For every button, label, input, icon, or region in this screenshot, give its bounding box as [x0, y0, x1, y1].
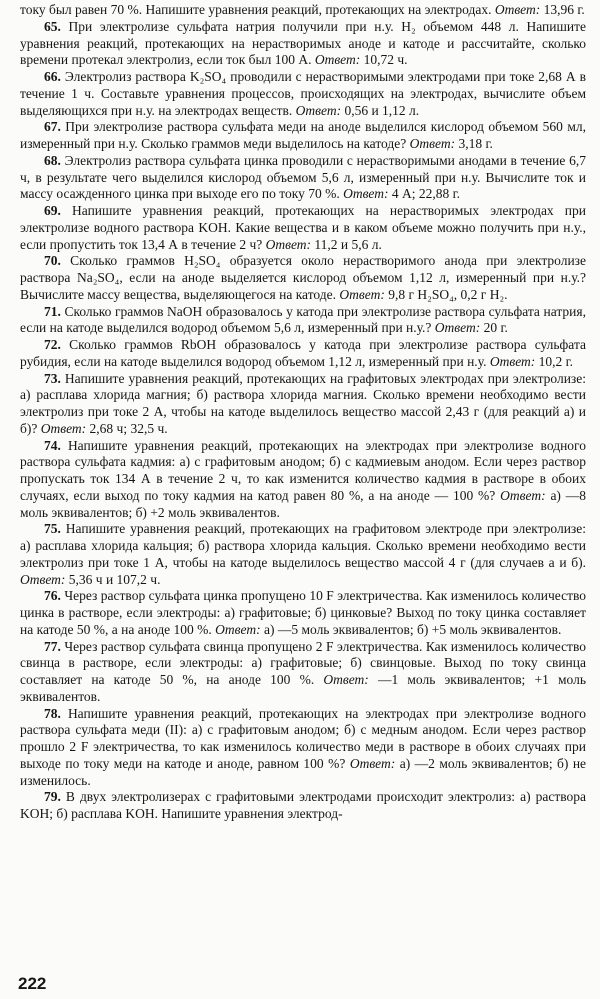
answer-value: 20 г. — [483, 320, 508, 336]
problem-number: 77. — [44, 638, 61, 654]
answer-label: Ответ: — [339, 286, 385, 302]
answer-value: 11,2 и 5,6 л. — [314, 236, 382, 252]
problem-paragraph — [20, 69, 586, 119]
problem-paragraph — [20, 253, 586, 303]
problem-text: Сколько граммов NaOH образовалось у катода при электролизе раствора сульфата натрия, если на катоде выделился водород объемом 5,6 л, измеренный при н.у.? — [20, 303, 586, 336]
problem-paragraph — [20, 19, 586, 69]
problem-paragraph — [20, 2, 586, 19]
answer-value: а) —2 моль эквивалентов; б) не изменилось. — [20, 755, 587, 788]
answer-value: 13,96 г. — [543, 2, 585, 17]
answer-value: 0,56 и 1,12 л. — [344, 102, 420, 118]
answer-label: Ответ: — [20, 571, 66, 587]
problem-number: 72. — [44, 337, 61, 352]
answer-label: Ответ: — [265, 236, 312, 252]
answer-value: 2,68 ч; 32,5 ч. — [89, 420, 168, 436]
answer-value: 10,72 ч. — [363, 52, 408, 68]
page-number: 222 — [18, 974, 47, 993]
problem-paragraph — [20, 304, 586, 338]
problem-number: 75. — [44, 521, 61, 537]
problem-number: 74. — [44, 437, 61, 453]
problem-text: При электролизе раствора сульфата меди на аноде выделился кислород объемом 560 мл, измеренный при н.у. Сколько граммов меди выделилось на катоде? — [20, 119, 586, 151]
problem-text: Сколько граммов RbOH образовалось у катода при электролизе раствора сульфата рубидия, если на катоде выделился водород объемом 1,12 л, измеренный при н.у. — [20, 337, 586, 369]
problem-number: 67. — [44, 119, 61, 135]
problem-number: 66. — [44, 69, 61, 84]
problem-text: Напишите уравнения реакций, протекающих на электродах при электролизе водного раствора сульфата меди (II): а) с графитовым анодом; б) с медным анодом. Если через раствор прошло 2 F электричества, то как изменилось количество меди в растворе в обоих случаях при выходе по току меди на катоде и аноде, равном 100 %? — [20, 705, 586, 771]
answer-value: —1 моль эквивалентов; +1 моль эквивалентов. — [20, 672, 586, 704]
answer-value: 3,18 г. — [458, 136, 493, 151]
problem-text: В двух электролизерах с графитовыми электродами происходит электролиз: а) раствора KOH; б) расплава KOH. Напишите уравнения электрод- — [20, 789, 586, 821]
answer-label: Ответ: — [215, 621, 261, 637]
problem-text: Напишите уравнения реакций, протекающих на графитовых электродах при электролизе: а) расплава хлорида магния; б) раствора хлорида магния. Сколько времени необходимо вести электролиз при токе 2 А, чтобы на катоде выделилось вещество массой 2,43 г (для реакций а) и б)? — [20, 370, 587, 436]
answer-label: Ответ: — [434, 320, 481, 336]
answer-label: Ответ: — [40, 420, 87, 436]
problem-number: 73. — [44, 370, 61, 386]
page-text — [20, 2, 586, 823]
problem-paragraph — [20, 789, 586, 823]
problem-number: 79. — [44, 789, 61, 805]
problem-text: току был равен 70 %. Напишите уравнения реакций, протекающих на электродах. — [20, 2, 492, 17]
problem-text: Напишите уравнения реакций, протекающих на электродах при электролизе водного раствора сульфата кадмия: а) с графитовым анодом; б) с кадмиевым анодом. Если через раствор пропускать ток 134 А в течение 2 ч, то как изменится количество кадмия в растворе в обоих случаях, если выход по току кадмия на катод равен 80 %, а на аноде — 100 %? — [20, 437, 586, 503]
answer-label: Ответ: — [494, 2, 541, 17]
problem-paragraph — [20, 153, 586, 203]
problem-number: 65. — [44, 18, 61, 34]
problem-number: 68. — [44, 152, 61, 168]
answer-label: Ответ: — [295, 102, 342, 118]
answer-value: 4 А; 22,88 г. — [391, 186, 461, 202]
problem-text: Электролиз раствора K₂SO₄ проводили с нерастворимыми электродами при токе 2,68 А в течение 1 ч. Составьте уравнения процессов, происходящих на электродах, вычислите объем выделяющихся при н.у. на электродах веществ. — [20, 69, 587, 118]
answer-label: Ответ: — [489, 353, 536, 369]
problem-text: Напишите уравнения реакций, протекающих на нерастворимых электродах при электролизе водного раствора KOH. Какие вещества и в каком объеме можно получить при н.у., если пропустить ток 13,4 А в течение 2 ч? — [20, 203, 587, 252]
problem-number: 78. — [44, 705, 61, 721]
problem-paragraph — [20, 337, 586, 371]
problem-paragraph — [20, 521, 586, 588]
problem-paragraph — [20, 706, 586, 790]
problem-paragraph — [20, 639, 586, 706]
problem-paragraph — [20, 371, 586, 438]
answer-label: Ответ: — [314, 52, 361, 68]
problem-text: Сколько граммов H₂SO₄ образуется около нерастворимого анода при электролизе раствора Na₂SO₄, если на аноде выделяется кислород объемом 1,12 л, измеренный при н.у.? Вычислите массу вещества, выделяющегося на катоде. — [20, 253, 586, 302]
problem-number: 70. — [44, 253, 61, 269]
answer-value: а) —8 моль эквивалентов; б) +2 моль эквивалентов. — [20, 487, 587, 520]
problem-paragraph — [20, 588, 586, 638]
problem-text: При электролизе сульфата натрия получили при н.у. H₂ объемом 448 л. Напишите уравнения реакций, протекающих на нерастворимых аноде и катоде и рассчитайте, сколько времени протекал электролиз, если ток был 100 А. — [20, 18, 586, 68]
answer-label: Ответ: — [343, 186, 389, 202]
problem-number: 69. — [44, 203, 61, 218]
problem-text: Электролиз раствора сульфата цинка проводили с нерастворимыми анодами в течение 6,7 ч, в результате чего выделился кислород объемом 5,6 л, измеренный при н.у. Вычислите ток и массу осажденного цинка при выходе его по току 70 %. — [20, 152, 587, 202]
problem-text: Через раствор сульфата свинца пропущено 2 F электричества. Как изменилось количество свинца в растворе, если электроды: а) графитовые; б) свинцовые. Выход по току свинца составляет на катоде 50 %, на аноде 100 %. — [20, 638, 586, 687]
problem-text: Через раствор сульфата цинка пропущено 10 F электричества. Как изменилось количество цинка в растворе, если электроды: а) графитовые; б) цинковые? Выход по току цинка составляет на катоде 50 %, а на аноде 100 %. — [20, 588, 586, 637]
answer-value: 9,8 г H₂SO₄, 0,2 г H₂. — [388, 286, 508, 302]
problem-paragraph — [20, 203, 586, 253]
answer-label: Ответ: — [349, 755, 396, 771]
problem-text: Напишите уравнения реакций, протекающих на графитовом электроде при электролизе: а) расплава хлорида кальция; б) раствора хлорида кальция. Сколько времени необходимо вести электролиз при токе 1 А, чтобы на катоде выделилось вещество массой 4 г (для случаев а и б). — [20, 521, 586, 570]
answer-label: Ответ: — [500, 487, 546, 503]
answer-value: 5,36 ч и 107,2 ч. — [68, 571, 161, 587]
answer-value: а) —5 моль эквивалентов; б) +5 моль эквивалентов. — [263, 621, 562, 637]
problem-number: 71. — [44, 303, 61, 319]
answer-value: 10,2 г. — [538, 353, 574, 369]
problem-paragraph — [20, 438, 586, 522]
problem-number: 76. — [44, 588, 61, 604]
answer-label: Ответ: — [409, 136, 456, 151]
answer-label: Ответ: — [323, 672, 369, 687]
problem-paragraph — [20, 119, 586, 153]
